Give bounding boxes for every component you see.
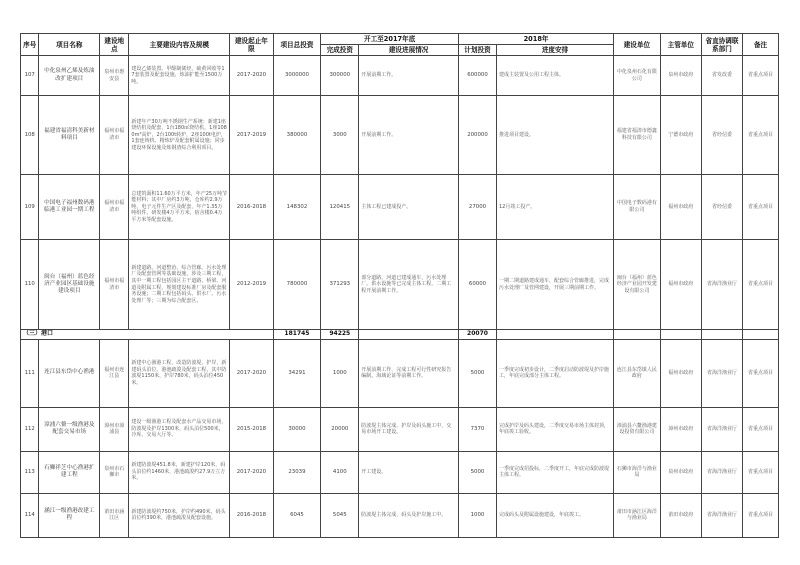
- cell-period: 2016-2018: [230, 175, 273, 240]
- cell-name: 漳浦六鳌一级渔港及配套交易市场: [39, 407, 100, 451]
- cell-builder: 连江县东岱镇人民政府: [614, 339, 661, 407]
- cell-period: 2017-2020: [230, 339, 273, 407]
- project-table-page: [20, 33, 779, 538]
- cell-remark: 省重点项目: [743, 96, 779, 175]
- section-total: 181745: [273, 330, 321, 340]
- cell-content: 建设一级渔港工程及配套水产品交易市场，防波堤及护岸1300米，码头泊位500米，冷库、交易大厅等。: [129, 407, 230, 451]
- cell-done: 1000: [321, 339, 359, 407]
- cell-supervisor: 宁德市政府: [660, 96, 701, 175]
- cell-supervisor: 泉州市政府: [660, 56, 701, 96]
- cell-period: 2016-2018: [230, 493, 273, 537]
- cell-builder: 中化泉州石化有限公司: [614, 56, 661, 96]
- cell-location: 泉州市惠安县: [100, 56, 129, 96]
- cell-builder: 石狮市海洋与渔业局: [614, 451, 661, 493]
- cell-progress: 主体工程已建成投产。: [359, 175, 459, 240]
- cell-seq: 107: [21, 56, 39, 96]
- cell-coordinator: 省海洋渔业厅: [701, 407, 742, 451]
- cell-supervisor: 福州市政府: [660, 339, 701, 407]
- cell-total: 6045: [273, 493, 321, 537]
- table-row: [21, 451, 779, 493]
- header-remark: 备注: [743, 34, 779, 56]
- cell-total: 30000: [273, 407, 321, 451]
- cell-done: 3000: [321, 96, 359, 175]
- cell-schedule: 一期二期道路建成通车，配套综合管廊推进，完成污水处理厂及管网建设，开展三期前期工作。: [496, 240, 613, 330]
- cell-total: 3000000: [273, 56, 321, 96]
- cell-remark: 省重点项目: [743, 451, 779, 493]
- cell-coordinator: 省海洋渔业厅: [701, 451, 742, 493]
- cell-location: 漳州市漳浦县: [100, 407, 129, 451]
- cell-remark: 省重点项目: [743, 175, 779, 240]
- cell-seq: 112: [21, 407, 39, 451]
- cell-builder: 福建省福清市德鑫科技有限公司: [614, 96, 661, 175]
- header-plan-invest: 计划投资: [459, 45, 497, 56]
- cell-coordinator: 省发改委: [701, 56, 742, 96]
- header-content: 主要建设内容及规模: [129, 34, 230, 56]
- cell-name: 涵江一级渔港改建工程: [39, 493, 100, 537]
- cell-content: 新建防波堤约750米，护岸约490米，码头泊位约390米，港池疏浚及配套设施。: [129, 493, 230, 537]
- cell-schedule: 完成护岸及码头建设，二季度交易市场主体封顶，年底竣工验收。: [496, 407, 613, 451]
- table-row: [21, 407, 779, 451]
- header-supervisor: 主管单位: [660, 34, 701, 56]
- cell-builder: 闽台（福州）蓝色经济产业园开发建设有限公司: [614, 240, 661, 330]
- cell-supervisor: 漳州市政府: [660, 407, 701, 451]
- cell-builder: 漳浦县六鳌渔港建设投资有限公司: [614, 407, 661, 451]
- cell-content: 新建年产30万吨不锈钢生产系统：新建1座烧结机及配套，1台180㎡烧结机，1座1080m³高炉，2台100t转炉，2座100t电炉，1套连铸机、精炼炉及配套附属设施；同步建设环保设施及炼钢渣综合利用项目。: [129, 96, 230, 175]
- cell-location: 福州市福清市: [100, 175, 129, 240]
- cell-seq: 109: [21, 175, 39, 240]
- header-progress-plan: 进度安排: [496, 45, 613, 56]
- cell-name: 中化泉州乙烯及炼油改扩建项目: [39, 56, 100, 96]
- cell-done: 300000: [321, 56, 359, 96]
- cell-seq: 111: [21, 339, 39, 407]
- cell-seq: 108: [21, 96, 39, 175]
- cell-coordinator: 省海洋渔业厅: [701, 240, 742, 330]
- cell-schedule: 一季度完成初步设计，二季度启动防波堤及护岸施工，年底完成部分主体工程。: [496, 339, 613, 407]
- cell-supervisor: 福州市政府: [660, 240, 701, 330]
- cell-progress: 防波堤主体完成，护岸及码头施工中，交易市场开工建设。: [359, 407, 459, 451]
- cell-remark: 省重点项目: [743, 240, 779, 330]
- header-group-2018: 2018年: [459, 34, 614, 45]
- cell-remark: 省重点项目: [743, 493, 779, 537]
- cell-content: 新建道路、河道整治、综合管廊、污水处理厂及配套管网等基础设施，涉及三期工程，其中一期工程包括园区主干道路、桥梁、河道及附属工程，规划建设标准厂房及配套服务设施；二期工程包括码头、供水厂、污水处理厂等；三期为综合配套区。: [129, 240, 230, 330]
- header-progress: 建设进展情况: [359, 45, 459, 56]
- table-row: [21, 493, 779, 537]
- header-period: 建设起止年限: [230, 34, 273, 56]
- cell-remark: 省重点项目: [743, 56, 779, 96]
- cell-period: 2012-2019: [230, 240, 273, 330]
- cell-name: 石狮祥芝中心渔港扩建工程: [39, 451, 100, 493]
- cell-period: 2017-2019: [230, 96, 273, 175]
- cell-total: 148302: [273, 175, 321, 240]
- cell-content: 新建防波堤451.8米，新建护岸120米，码头泊位约1460米，港池疏浚约27.9万立方米。: [129, 451, 230, 493]
- cell-schedule: 12月竣工投产。: [496, 175, 613, 240]
- cell-plan: 60000: [459, 240, 497, 330]
- cell-done: 4100: [321, 451, 359, 493]
- cell-plan: 5000: [459, 451, 497, 493]
- header-row-1: [21, 34, 779, 45]
- cell-total: 780000: [273, 240, 321, 330]
- cell-plan: 600000: [459, 56, 497, 96]
- cell-progress: 防波堤主体完成，码头及护岸施工中。: [359, 493, 459, 537]
- cell-name: 中国电子福州数码港临港工业园一期工程: [39, 175, 100, 240]
- cell-total: 34291: [273, 339, 321, 407]
- project-table: [20, 33, 779, 538]
- header-builder: 建设单位: [614, 34, 661, 56]
- cell-coordinator: 省海洋渔业厅: [701, 493, 742, 537]
- cell-progress: 开工建设。: [359, 451, 459, 493]
- cell-seq: 114: [21, 493, 39, 537]
- header-done-invest: 完成投资: [321, 45, 359, 56]
- cell-done: 20000: [321, 407, 359, 451]
- cell-plan: 200000: [459, 96, 497, 175]
- table-row: [21, 56, 779, 96]
- cell-location: 莆田市涵江区: [100, 493, 129, 537]
- cell-plan: 27000: [459, 175, 497, 240]
- cell-plan: 7370: [459, 407, 497, 451]
- cell-name: 福建省福清科美新材料项目: [39, 96, 100, 175]
- cell-content: 总建筑面积11.60万平方米，年产25万吨节能材料；其中厂房约3万吨，仓库约2.9万吨，电子元件生产区及配套，年产1.35万吨组件，研发楼4万平方米，宿舍楼0.4万平方米等配套设施。: [129, 175, 230, 240]
- cell-name: 闽台（福州）蓝色经济产业园区基础设施建设项目: [39, 240, 100, 330]
- cell-content: 建设乙烯装置、甲醇制烯烃、硫黄回收等17套装置及配套设施，炼油扩能至1500万吨。: [129, 56, 230, 96]
- table-row: [21, 175, 779, 240]
- cell-period: 2017-2020: [230, 56, 273, 96]
- table-row: [21, 240, 779, 330]
- section-done: 94225: [321, 330, 359, 340]
- table-row: [21, 339, 779, 407]
- cell-builder: 莆田市涵江区海洋与渔业局: [614, 493, 661, 537]
- cell-schedule: 一季度完成招投标，二季度开工，年底完成防波堤主体工程。: [496, 451, 613, 493]
- cell-coordinator: 省海洋渔业厅: [701, 339, 742, 407]
- header-location: 建设地点: [100, 34, 129, 56]
- header-coordinator: 省直协调联系部门: [701, 34, 742, 56]
- header-total: 项目总投资: [273, 34, 321, 56]
- cell-done: 120415: [321, 175, 359, 240]
- cell-content: 新建中心渔港工程，改造防波堤、护岸，新建码头泊位、港池疏浚及配套工程，其中防波堤1150米，护岸780米，码头泊位450米。: [129, 339, 230, 407]
- cell-coordinator: 省经信委: [701, 96, 742, 175]
- cell-done: 371293: [321, 240, 359, 330]
- header-group-2017: 开工至2017年底: [321, 34, 459, 45]
- cell-name: 连江县东岱中心渔港: [39, 339, 100, 407]
- cell-schedule: 建成主装置及公用工程主体。: [496, 56, 613, 96]
- cell-builder: 中国电子数码港有限公司: [614, 175, 661, 240]
- cell-seq: 110: [21, 240, 39, 330]
- cell-seq: 113: [21, 451, 39, 493]
- cell-plan: 1000: [459, 493, 497, 537]
- cell-progress: 开展前期工作。: [359, 96, 459, 175]
- cell-period: 2017-2020: [230, 451, 273, 493]
- cell-location: 泉州市石狮市: [100, 451, 129, 493]
- cell-schedule: 推进项目建设。: [496, 96, 613, 175]
- cell-total: 380000: [273, 96, 321, 175]
- cell-location: 福州市福清市: [100, 96, 129, 175]
- cell-coordinator: 省经信委: [701, 175, 742, 240]
- header-name: 项目名称: [39, 34, 100, 56]
- cell-plan: 5000: [459, 339, 497, 407]
- table-row: [21, 96, 779, 175]
- cell-remark: 省重点项目: [743, 339, 779, 407]
- section-label: （三）港口: [21, 330, 274, 340]
- cell-location: 福州市连江县: [100, 339, 129, 407]
- cell-supervisor: 泉州市政府: [660, 451, 701, 493]
- cell-remark: 省重点项目: [743, 407, 779, 451]
- cell-period: 2015-2018: [230, 407, 273, 451]
- cell-location: 福州市福清市: [100, 240, 129, 330]
- cell-supervisor: 莆田市政府: [660, 493, 701, 537]
- cell-progress: 部分道路、河道已建成通车，污水处理厂、供水设施等已完成主体工程，二期工程开展前期工作。: [359, 240, 459, 330]
- cell-progress: 开展前期工作。: [359, 56, 459, 96]
- cell-schedule: 完成码头及附属设施建设，年底竣工。: [496, 493, 613, 537]
- cell-supervisor: 福州市政府: [660, 175, 701, 240]
- section-row: [21, 330, 779, 340]
- cell-total: 23039: [273, 451, 321, 493]
- section-plan: 20070: [459, 330, 497, 340]
- header-seq: 序号: [21, 34, 39, 56]
- cell-done: 5045: [321, 493, 359, 537]
- cell-progress: 开展前期工作，完成工程可行性研究报告编制、海域论证等前期工作。: [359, 339, 459, 407]
